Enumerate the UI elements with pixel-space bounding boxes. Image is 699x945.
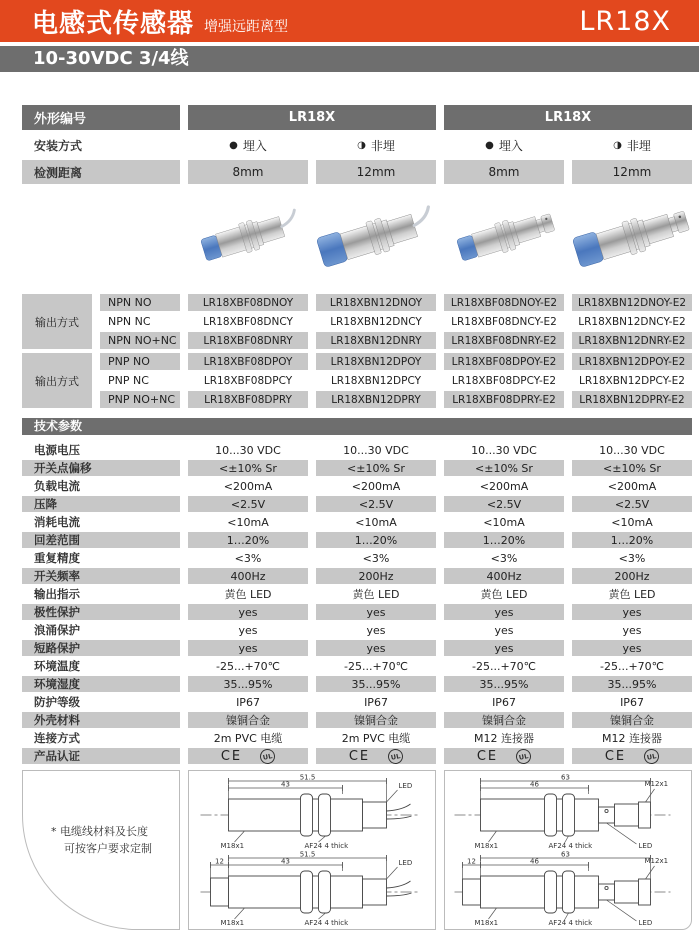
spec-value: yes — [238, 623, 258, 637]
spec-value: IP67 — [236, 695, 260, 709]
non-flush-icon: ◑ — [357, 139, 366, 151]
model-number-cell: LR18XBF08DPOY-E2 — [444, 353, 564, 370]
distance-label: 检测距离 — [22, 160, 180, 184]
spec-label: 电源电压 — [34, 443, 80, 457]
product-photos — [22, 186, 692, 290]
spec-value: 10...30 VDC — [599, 443, 665, 457]
spec-value: <2.5V — [188, 496, 308, 512]
mount-cell — [444, 132, 564, 158]
mount-text: 埋入 — [498, 138, 523, 153]
model-number-cell: LR18XBN12DNCY — [330, 315, 422, 328]
model-tables — [22, 294, 692, 408]
spec-label: 外壳材料 — [22, 712, 180, 728]
spec-value: <2.5V — [572, 496, 692, 512]
spec-value: <200mA — [607, 479, 657, 493]
spec-label: 压降 — [22, 496, 180, 512]
model-number-cell: LR18XBN12DNRY-E2 — [572, 332, 692, 349]
spec-label: 极性保护 — [22, 604, 180, 620]
dim-body: 43 — [280, 857, 290, 866]
led-label: LED — [398, 859, 412, 867]
output-type-cell: PNP NC — [108, 374, 149, 387]
spec-value: IP67 — [364, 695, 388, 709]
spec-value: yes — [366, 623, 386, 637]
output-table-pnp — [22, 353, 692, 408]
spec-value: yes — [572, 604, 692, 620]
spec-label: 环境湿度 — [22, 676, 180, 692]
spec-value: <±10% Sr — [444, 460, 564, 476]
spec-label: 开关点偏移 — [22, 460, 180, 476]
ce-mark-icon: CE — [476, 748, 499, 764]
drawing-cable-flush — [190, 773, 435, 850]
output-type-cell: NPN NC — [108, 315, 151, 328]
spec-label: 短路保护 — [22, 640, 180, 656]
spec-value: yes — [188, 640, 308, 656]
dim-total: 51.5 — [299, 773, 315, 782]
connector-label: M12x1 — [644, 780, 668, 788]
output-mode-label: 输出方式 — [22, 294, 92, 349]
dim-body: 46 — [529, 857, 539, 866]
spec-value: 400Hz — [188, 568, 308, 584]
spec-value: <±10% Sr — [188, 460, 308, 476]
led-label: LED — [638, 919, 652, 927]
spec-value: yes — [316, 604, 436, 620]
sensor-photo — [572, 192, 692, 284]
spec-value: <2.5V — [444, 496, 564, 512]
spec-label: 输出指示 — [34, 587, 80, 601]
spec-value: 黄色 LED — [224, 588, 272, 601]
output-type-cell: NPN NO+NC — [100, 332, 180, 349]
spec-value: 2m PVC 电缆 — [213, 732, 283, 745]
mount-text: 埋入 — [242, 138, 267, 153]
page-subtitle: 增强远距离型 — [204, 19, 289, 35]
nut-label: AF24 4 thick — [548, 919, 592, 927]
drawing-connector-nonflush — [446, 850, 691, 927]
spec-value: 35...95% — [316, 676, 436, 692]
dimension-drawings-connector — [444, 770, 692, 930]
spec-label: 重复精度 — [34, 551, 80, 565]
spec-value: <3% — [362, 551, 390, 565]
series-header-2: LR18X — [444, 105, 692, 130]
spec-value: <10mA — [227, 515, 269, 529]
tech-params-header: 技术参数 — [22, 418, 692, 435]
distance-cell: 8mm — [188, 160, 308, 184]
spec-value: 黄色 LED — [608, 588, 656, 601]
dimension-drawings-cable — [188, 770, 436, 930]
spec-label: 消耗电流 — [34, 515, 80, 529]
non-flush-icon: ◑ — [613, 139, 622, 151]
cert-cell — [572, 748, 692, 764]
dim-tip: 12 — [214, 857, 224, 866]
spec-value: <3% — [234, 551, 262, 565]
model-number-cell: LR18XBF08DPCY — [203, 374, 293, 387]
spec-value: 镍铜合金 — [572, 712, 692, 728]
spec-value: IP67 — [492, 695, 516, 709]
spec-label: 负载电流 — [34, 479, 80, 493]
top-header — [0, 0, 699, 42]
dim-body: 43 — [280, 780, 290, 789]
output-type-cell: NPN NO — [100, 294, 180, 311]
spec-value: -25...+70℃ — [599, 659, 665, 673]
spec-label: 产品认证 — [22, 748, 180, 764]
model-number-cell: LR18XBF08DNCY — [203, 315, 293, 328]
spec-sheet — [22, 105, 692, 930]
model-number-cell: LR18XBF08DPRY-E2 — [444, 391, 564, 408]
spec-value: yes — [316, 640, 436, 656]
spec-value: <±10% Sr — [316, 460, 436, 476]
model-number-cell: LR18XBF08DPCY-E2 — [451, 374, 557, 387]
spec-value: 10...30 VDC — [343, 443, 409, 457]
spec-value: 镍铜合金 — [188, 712, 308, 728]
spec-value: 黄色 LED — [480, 588, 528, 601]
mount-text: 非埋 — [370, 138, 395, 153]
spec-value: 镍铜合金 — [444, 712, 564, 728]
nut-label: AF24 4 thick — [304, 842, 348, 850]
product-photo-2 — [316, 192, 436, 284]
tech-params-table — [22, 442, 692, 764]
output-type-cell: PNP NO+NC — [100, 391, 180, 408]
ul-mark-icon: UL — [259, 747, 277, 765]
product-photo-1 — [188, 201, 308, 275]
model-number-cell: LR18XBN12DPOY — [316, 353, 436, 370]
model-number-cell: LR18XBN12DNRY — [316, 332, 436, 349]
mount-cell — [316, 132, 436, 158]
spec-label: 环境温度 — [34, 659, 80, 673]
thread-label: M18x1 — [220, 919, 244, 927]
sensor-photo — [194, 201, 301, 275]
spec-value: yes — [622, 623, 642, 637]
spec-value: yes — [444, 640, 564, 656]
spec-value: 35...95% — [444, 676, 564, 692]
series-header-1: LR18X — [188, 105, 436, 130]
spec-value: <10mA — [355, 515, 397, 529]
spec-value: -25...+70℃ — [471, 659, 537, 673]
model-name: LR18X — [579, 5, 671, 37]
spec-label: 开关频率 — [22, 568, 180, 584]
spec-value: 1…20% — [316, 532, 436, 548]
ul-mark-icon: UL — [643, 747, 661, 765]
cert-cell — [444, 748, 564, 764]
spec-value: <3% — [490, 551, 518, 565]
model-number-cell: LR18XBF08DNOY — [188, 294, 308, 311]
led-label: LED — [638, 842, 652, 850]
spec-value: 35...95% — [188, 676, 308, 692]
mount-label: 安装方式 — [34, 138, 83, 153]
ce-mark-icon: CE — [348, 748, 371, 764]
spec-value: -25...+70℃ — [343, 659, 409, 673]
mount-text: 非埋 — [626, 138, 651, 153]
model-number-cell: LR18XBN12DPRY-E2 — [572, 391, 692, 408]
thread-label: M18x1 — [474, 919, 498, 927]
note-line-1: * 电缆线材料及长度 — [51, 825, 148, 838]
dim-body: 46 — [529, 780, 539, 789]
spec-value: 35...95% — [572, 676, 692, 692]
product-photo-4 — [572, 192, 692, 284]
nut-label: AF24 4 thick — [304, 919, 348, 927]
spec-value: 10...30 VDC — [215, 443, 281, 457]
note-panel — [22, 770, 180, 930]
thread-label: M18x1 — [474, 842, 498, 850]
drawing-connector-flush — [446, 773, 691, 850]
spec-value: yes — [572, 640, 692, 656]
voltage-bar: 10-30VDC 3/4线 — [0, 46, 699, 72]
mount-cell — [572, 132, 692, 158]
model-number-cell: LR18XBN12DPOY-E2 — [572, 353, 692, 370]
model-number-cell: LR18XBF08DNCY-E2 — [451, 315, 557, 328]
spec-value: <10mA — [611, 515, 653, 529]
connector-label: M12x1 — [644, 857, 668, 865]
model-number-cell: LR18XBF08DNOY-E2 — [444, 294, 564, 311]
thread-label: M18x1 — [220, 842, 244, 850]
output-mode-label: 输出方式 — [22, 353, 92, 408]
spec-label: 浪涌保护 — [34, 623, 80, 637]
spec-value: yes — [494, 623, 514, 637]
spec-value: <200mA — [351, 479, 401, 493]
spec-label: 防护等级 — [34, 695, 80, 709]
flush-icon: ● — [485, 139, 494, 151]
output-type-cell: PNP NO — [100, 353, 180, 370]
spec-value: 镍铜合金 — [316, 712, 436, 728]
model-number-cell: LR18XBN12DNOY — [316, 294, 436, 311]
note-line-2: 可按客户要求定制 — [64, 842, 152, 855]
led-label: LED — [398, 782, 412, 790]
spec-value: 2m PVC 电缆 — [341, 732, 411, 745]
drawing-cable-nonflush — [190, 850, 435, 927]
spec-label: 连接方式 — [34, 731, 80, 745]
model-number-cell: LR18XBN12DPCY-E2 — [579, 374, 685, 387]
spec-value: yes — [188, 604, 308, 620]
spec-value: M12 连接器 — [602, 732, 662, 745]
dim-tip: 12 — [466, 857, 476, 866]
distance-cell: 12mm — [316, 160, 436, 184]
footer-section — [22, 770, 692, 930]
output-table-npn — [22, 294, 692, 349]
model-number-cell: LR18XBN12DNOY-E2 — [572, 294, 692, 311]
spec-value: <10mA — [483, 515, 525, 529]
spec-value: <200mA — [223, 479, 273, 493]
spec-value: 1…20% — [572, 532, 692, 548]
cert-cell — [316, 748, 436, 764]
spec-value: M12 连接器 — [474, 732, 534, 745]
ul-mark-icon: UL — [387, 747, 405, 765]
mount-cell — [188, 132, 308, 158]
ce-mark-icon: CE — [604, 748, 627, 764]
model-number-cell: LR18XBF08DNRY-E2 — [444, 332, 564, 349]
spec-value: <200mA — [479, 479, 529, 493]
spec-value: 400Hz — [444, 568, 564, 584]
model-number-cell: LR18XBF08DPOY — [188, 353, 308, 370]
dim-total: 63 — [560, 773, 570, 782]
spec-value: 1…20% — [444, 532, 564, 548]
distance-cell: 8mm — [444, 160, 564, 184]
model-number-cell: LR18XBN12DPRY — [316, 391, 436, 408]
sensor-photo — [316, 192, 436, 284]
shape-code-header: 外形编号 — [22, 105, 180, 130]
spec-label: 回差范围 — [22, 532, 180, 548]
dim-total: 51.5 — [299, 850, 315, 859]
sensor-photo — [450, 201, 557, 275]
ce-mark-icon: CE — [220, 748, 243, 764]
spec-value: <3% — [618, 551, 646, 565]
distance-cell: 12mm — [572, 160, 692, 184]
spec-value: 1…20% — [188, 532, 308, 548]
dim-total: 63 — [560, 850, 570, 859]
spec-value: 黄色 LED — [352, 588, 400, 601]
spec-value: <±10% Sr — [572, 460, 692, 476]
spec-value: IP67 — [620, 695, 644, 709]
model-number-cell: LR18XBF08DNRY — [188, 332, 308, 349]
model-number-cell: LR18XBN12DPCY — [330, 374, 422, 387]
spec-value: 200Hz — [572, 568, 692, 584]
spec-value: 200Hz — [316, 568, 436, 584]
page-title: 电感式传感器 — [32, 8, 195, 39]
cert-cell — [188, 748, 308, 764]
flush-icon: ● — [229, 139, 238, 151]
nut-label: AF24 4 thick — [548, 842, 592, 850]
spec-value: <2.5V — [316, 496, 436, 512]
ul-mark-icon: UL — [515, 747, 533, 765]
spec-value: yes — [444, 604, 564, 620]
spec-value: -25...+70℃ — [215, 659, 281, 673]
product-photo-3 — [444, 201, 564, 275]
shape-table — [22, 105, 692, 184]
model-number-cell: LR18XBF08DPRY — [188, 391, 308, 408]
model-number-cell: LR18XBN12DNCY-E2 — [578, 315, 686, 328]
spec-value: 10...30 VDC — [471, 443, 537, 457]
